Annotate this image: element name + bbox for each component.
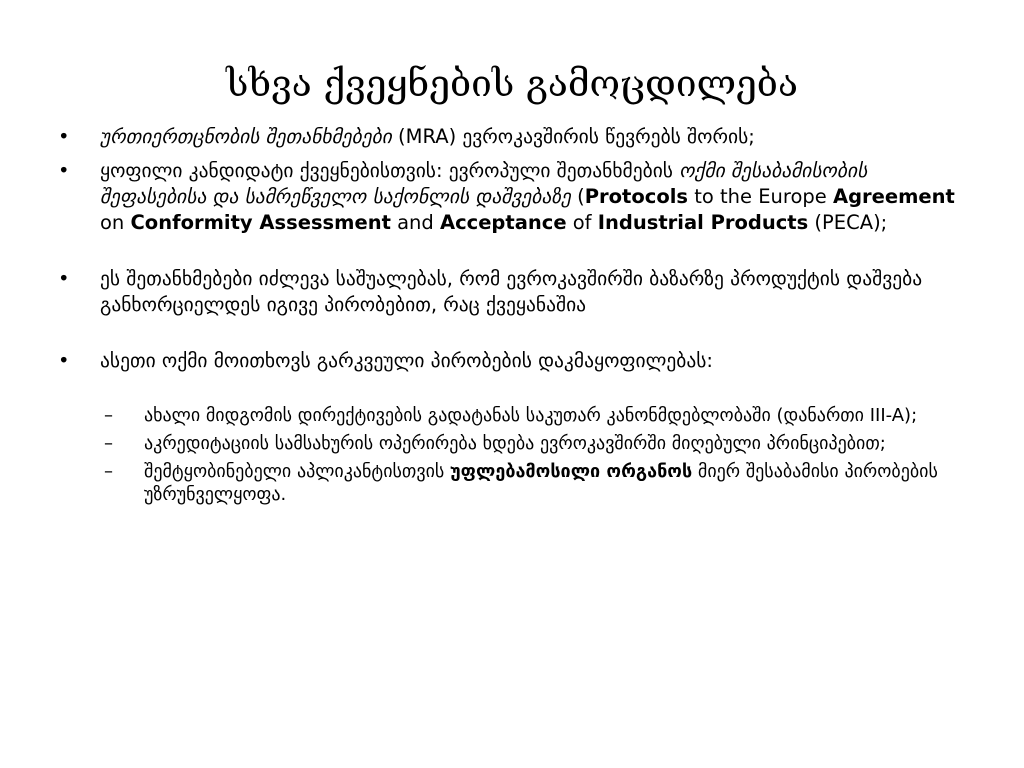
- sub-item-text: ახალი მიდგომის დირექტივების გადატანას საკუთარ კანონმდებლობაში (დანართი III-A);: [144, 405, 918, 426]
- sub-item-directives: [100, 404, 968, 427]
- bullet-icon: •: [58, 125, 70, 148]
- item-text-bold: Protocols: [584, 185, 689, 208]
- item-text-bold: Agreement: [832, 185, 955, 208]
- sub-item-text-bold: უფლებამოსილი ორგანოს: [450, 461, 693, 482]
- sub-item-text: შემტყობინებელი აპლიკანტისთვის: [144, 461, 451, 482]
- sub-item-accreditation: [100, 432, 968, 455]
- sub-item-text: მიერ შესაბამისი პირობების უზრუნველყოფა.: [144, 461, 938, 505]
- bullet-item-requirements: [58, 348, 968, 374]
- item-text-bold: Conformity Assessment: [130, 211, 391, 234]
- slide-title: სხვა ქვეყნების გამოცდილება: [226, 62, 798, 105]
- item-text: to the Europe: [688, 185, 833, 208]
- item-text: on: [100, 211, 131, 234]
- bullet-item-peca: [58, 158, 968, 236]
- dash-icon: –: [104, 461, 113, 482]
- item-text: ეს შეთანხმებები იძლევა საშუალებას, რომ ევროკავშირში ბაზარზე პროდუქტის დაშვება განხორციელდეს იგივე პირობებით, რაც ქვეყანაშია: [100, 267, 923, 316]
- item-text: (: [570, 185, 585, 208]
- item-text-bold: Acceptance: [440, 211, 567, 234]
- slide-content: [58, 124, 968, 511]
- dash-icon: –: [104, 405, 113, 426]
- dash-icon: –: [104, 433, 113, 454]
- bullet-icon: •: [58, 159, 70, 182]
- item-text-italic: ოქმი შესაბამისობის შეფასებისა და სამრეწველო საქონლის დაშვებაზე: [100, 159, 868, 208]
- item-text: ყოფილი კანდიდატი ქვეყნებისთვის: ევროპული შეთანხმების: [100, 159, 680, 182]
- bullet-item-market-access: [58, 266, 968, 318]
- bullet-icon: •: [58, 349, 70, 372]
- item-text: (PECA);: [808, 211, 888, 234]
- sub-item-notified-body: [100, 460, 968, 506]
- item-text: and: [390, 211, 440, 234]
- item-text: of: [566, 211, 598, 234]
- bullet-icon: •: [58, 267, 70, 290]
- item-text-italic: ურთიერთცნობის შეთანხმებები: [100, 125, 392, 148]
- item-text: (MRA) ევროკავშირის წევრებს შორის;: [391, 125, 755, 148]
- item-text-bold: Industrial Products: [597, 211, 809, 234]
- sub-item-text: აკრედიტაციის სამსახურის ოპერირება ხდება ევროკავშირში მიღებული პრინციპებით;: [144, 433, 886, 454]
- bullet-item-mra: [58, 124, 968, 150]
- item-text: ასეთი ოქმი მოითხოვს გარკვეული პირობების დაკმაყოფილებას:: [100, 349, 713, 372]
